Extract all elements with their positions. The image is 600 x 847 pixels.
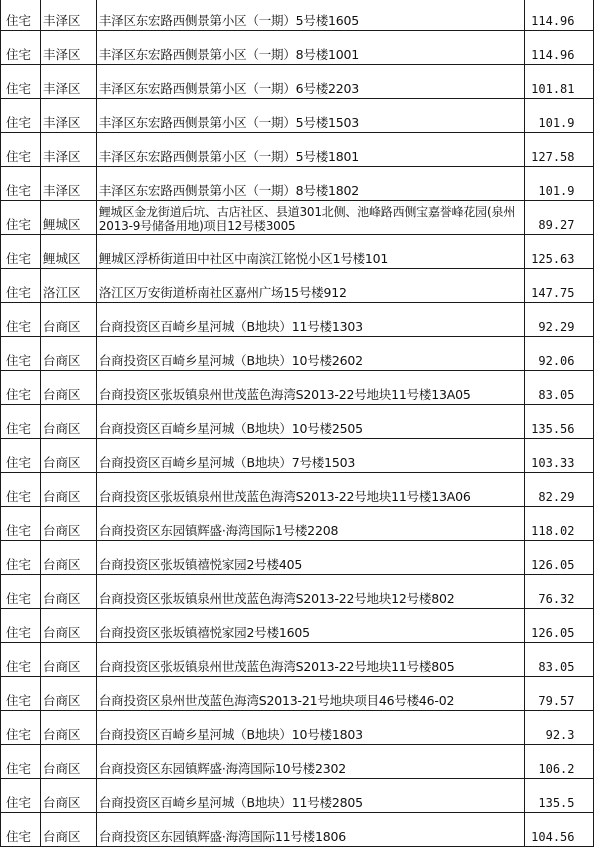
address-cell: 丰泽区东宏路西侧景第小区（一期）5号楼1503 — [96, 99, 524, 133]
edge-cell — [593, 303, 600, 337]
edge-cell — [593, 745, 600, 779]
area-cell: 83.05 — [524, 643, 593, 677]
edge-cell — [593, 473, 600, 507]
edge-cell — [593, 779, 600, 813]
address-cell: 台商投资区百崎乡星河城（B地块）10号楼1803 — [96, 711, 524, 745]
table-row — [1, 405, 600, 439]
edge-cell — [593, 677, 600, 711]
address-cell: 台商投资区东园镇辉盛·海湾国际10号楼2302 — [96, 745, 524, 779]
property-type-cell: 住宅 — [1, 167, 41, 201]
area-cell: 127.58 — [524, 133, 593, 167]
district-cell: 台商区 — [40, 609, 96, 643]
table-row — [1, 337, 600, 371]
district-cell: 台商区 — [40, 575, 96, 609]
edge-cell — [593, 201, 600, 235]
table-row — [1, 133, 600, 167]
edge-cell — [593, 575, 600, 609]
area-cell: 101.81 — [524, 65, 593, 99]
address-cell: 台商投资区张坂镇泉州世茂蓝色海湾S2013-22号地块11号楼13A06 — [96, 473, 524, 507]
area-cell: 125.63 — [524, 235, 593, 269]
area-cell: 135.5 — [524, 779, 593, 813]
edge-cell — [593, 609, 600, 643]
table-row — [1, 65, 600, 99]
area-cell: 82.29 — [524, 473, 593, 507]
address-cell: 台商投资区张坂镇泉州世茂蓝色海湾S2013-22号地块11号楼13A05 — [96, 371, 524, 405]
area-cell: 126.05 — [524, 541, 593, 575]
property-type-cell: 住宅 — [1, 473, 41, 507]
area-cell: 114.96 — [524, 0, 593, 31]
address-cell: 台商投资区百崎乡星河城（B地块）11号楼2805 — [96, 779, 524, 813]
area-cell: 135.56 — [524, 405, 593, 439]
area-cell: 147.75 — [524, 269, 593, 303]
property-type-cell: 住宅 — [1, 745, 41, 779]
address-cell: 台商投资区东园镇辉盛·海湾国际1号楼2208 — [96, 507, 524, 541]
district-cell: 鲤城区 — [40, 201, 96, 235]
property-type-cell: 住宅 — [1, 0, 41, 31]
district-cell: 台商区 — [40, 813, 96, 847]
property-type-cell: 住宅 — [1, 405, 41, 439]
property-type-cell: 住宅 — [1, 65, 41, 99]
table-row — [1, 609, 600, 643]
area-cell: 101.9 — [524, 99, 593, 133]
table-row — [1, 779, 600, 813]
property-type-cell: 住宅 — [1, 541, 41, 575]
district-cell: 丰泽区 — [40, 31, 96, 65]
edge-cell — [593, 813, 600, 847]
property-type-cell: 住宅 — [1, 99, 41, 133]
address-cell: 台商投资区百崎乡星河城（B地块）10号楼2602 — [96, 337, 524, 371]
property-type-cell: 住宅 — [1, 575, 41, 609]
district-cell: 台商区 — [40, 779, 96, 813]
edge-cell — [593, 133, 600, 167]
table-row — [1, 677, 600, 711]
edge-cell — [593, 269, 600, 303]
table-row — [1, 269, 600, 303]
edge-cell — [593, 643, 600, 677]
edge-cell — [593, 337, 600, 371]
property-type-cell: 住宅 — [1, 337, 41, 371]
address-cell: 台商投资区百崎乡星河城（B地块）10号楼2505 — [96, 405, 524, 439]
edge-cell — [593, 507, 600, 541]
address-cell: 台商投资区东园镇辉盛·海湾国际11号楼1806 — [96, 813, 524, 847]
property-type-cell: 住宅 — [1, 813, 41, 847]
district-cell: 台商区 — [40, 473, 96, 507]
address-cell: 台商投资区百崎乡星河城（B地块）7号楼1503 — [96, 439, 524, 473]
table-row — [1, 507, 600, 541]
address-cell: 台商投资区百崎乡星河城（B地块）11号楼1303 — [96, 303, 524, 337]
address-cell: 台商投资区泉州世茂蓝色海湾S2013-21号地块项目46号楼46-02 — [96, 677, 524, 711]
area-cell: 106.2 — [524, 745, 593, 779]
address-cell: 鲤城区金龙街道后坑、古店社区、县道301北侧、池峰路西侧宝嘉誉峰花园(泉州2013-9号储备用地)项目12号楼3005 — [96, 201, 524, 235]
address-cell: 丰泽区东宏路西侧景第小区（一期）5号楼1801 — [96, 133, 524, 167]
area-cell: 101.9 — [524, 167, 593, 201]
district-cell: 台商区 — [40, 541, 96, 575]
property-type-cell: 住宅 — [1, 269, 41, 303]
area-cell: 92.29 — [524, 303, 593, 337]
district-cell: 台商区 — [40, 677, 96, 711]
edge-cell — [593, 65, 600, 99]
table-row — [1, 167, 600, 201]
district-cell: 台商区 — [40, 337, 96, 371]
district-cell: 丰泽区 — [40, 65, 96, 99]
table-row — [1, 371, 600, 405]
edge-cell — [593, 541, 600, 575]
property-type-cell: 住宅 — [1, 235, 41, 269]
district-cell: 台商区 — [40, 303, 96, 337]
property-type-cell: 住宅 — [1, 439, 41, 473]
address-cell: 丰泽区东宏路西侧景第小区（一期）8号楼1802 — [96, 167, 524, 201]
table-row — [1, 643, 600, 677]
property-type-cell: 住宅 — [1, 507, 41, 541]
area-cell: 92.06 — [524, 337, 593, 371]
address-cell: 洛江区万安街道桥南社区嘉州广场15号楼912 — [96, 269, 524, 303]
area-cell: 103.33 — [524, 439, 593, 473]
table-row — [1, 813, 600, 847]
area-cell: 89.27 — [524, 201, 593, 235]
property-type-cell: 住宅 — [1, 371, 41, 405]
edge-cell — [593, 31, 600, 65]
area-cell: 114.96 — [524, 31, 593, 65]
table-row — [1, 745, 600, 779]
district-cell: 丰泽区 — [40, 167, 96, 201]
edge-cell — [593, 711, 600, 745]
district-cell: 台商区 — [40, 507, 96, 541]
edge-cell — [593, 405, 600, 439]
district-cell: 台商区 — [40, 439, 96, 473]
table-row — [1, 473, 600, 507]
area-cell: 79.57 — [524, 677, 593, 711]
area-cell: 126.05 — [524, 609, 593, 643]
property-type-cell: 住宅 — [1, 779, 41, 813]
table-row — [1, 0, 600, 31]
edge-cell — [593, 235, 600, 269]
table-row — [1, 711, 600, 745]
district-cell: 丰泽区 — [40, 99, 96, 133]
property-type-cell: 住宅 — [1, 643, 41, 677]
property-type-cell: 住宅 — [1, 133, 41, 167]
table-row — [1, 31, 600, 65]
district-cell: 台商区 — [40, 405, 96, 439]
edge-cell — [593, 99, 600, 133]
edge-cell — [593, 371, 600, 405]
address-cell: 丰泽区东宏路西侧景第小区（一期）5号楼1605 — [96, 0, 524, 31]
property-type-cell: 住宅 — [1, 609, 41, 643]
district-cell: 丰泽区 — [40, 133, 96, 167]
district-cell: 鲤城区 — [40, 235, 96, 269]
area-cell: 83.05 — [524, 371, 593, 405]
district-cell: 洛江区 — [40, 269, 96, 303]
address-cell: 丰泽区东宏路西侧景第小区（一期）8号楼1001 — [96, 31, 524, 65]
property-type-cell: 住宅 — [1, 711, 41, 745]
property-type-cell: 住宅 — [1, 201, 41, 235]
area-cell: 118.02 — [524, 507, 593, 541]
table-row — [1, 235, 600, 269]
table-row — [1, 439, 600, 473]
table-row — [1, 201, 600, 235]
property-type-cell: 住宅 — [1, 303, 41, 337]
address-cell: 台商投资区张坂镇禧悦家园2号楼405 — [96, 541, 524, 575]
district-cell: 台商区 — [40, 711, 96, 745]
edge-cell — [593, 0, 600, 31]
property-type-cell: 住宅 — [1, 31, 41, 65]
address-cell: 鲤城区浮桥街道田中社区中南滨江铭悦小区1号楼101 — [96, 235, 524, 269]
district-cell: 台商区 — [40, 643, 96, 677]
table-row — [1, 99, 600, 133]
table-row — [1, 303, 600, 337]
address-cell: 台商投资区张坂镇禧悦家园2号楼1605 — [96, 609, 524, 643]
edge-cell — [593, 167, 600, 201]
address-cell: 台商投资区张坂镇泉州世茂蓝色海湾S2013-22号地块12号楼802 — [96, 575, 524, 609]
district-cell: 台商区 — [40, 371, 96, 405]
area-cell: 92.3 — [524, 711, 593, 745]
district-cell: 台商区 — [40, 745, 96, 779]
address-cell: 丰泽区东宏路西侧景第小区（一期）6号楼2203 — [96, 65, 524, 99]
property-type-cell: 住宅 — [1, 677, 41, 711]
area-cell: 76.32 — [524, 575, 593, 609]
table-row — [1, 541, 600, 575]
table-row — [1, 575, 600, 609]
edge-cell — [593, 439, 600, 473]
district-cell: 丰泽区 — [40, 0, 96, 31]
address-cell: 台商投资区张坂镇泉州世茂蓝色海湾S2013-22号地块11号楼805 — [96, 643, 524, 677]
area-cell: 104.56 — [524, 813, 593, 847]
